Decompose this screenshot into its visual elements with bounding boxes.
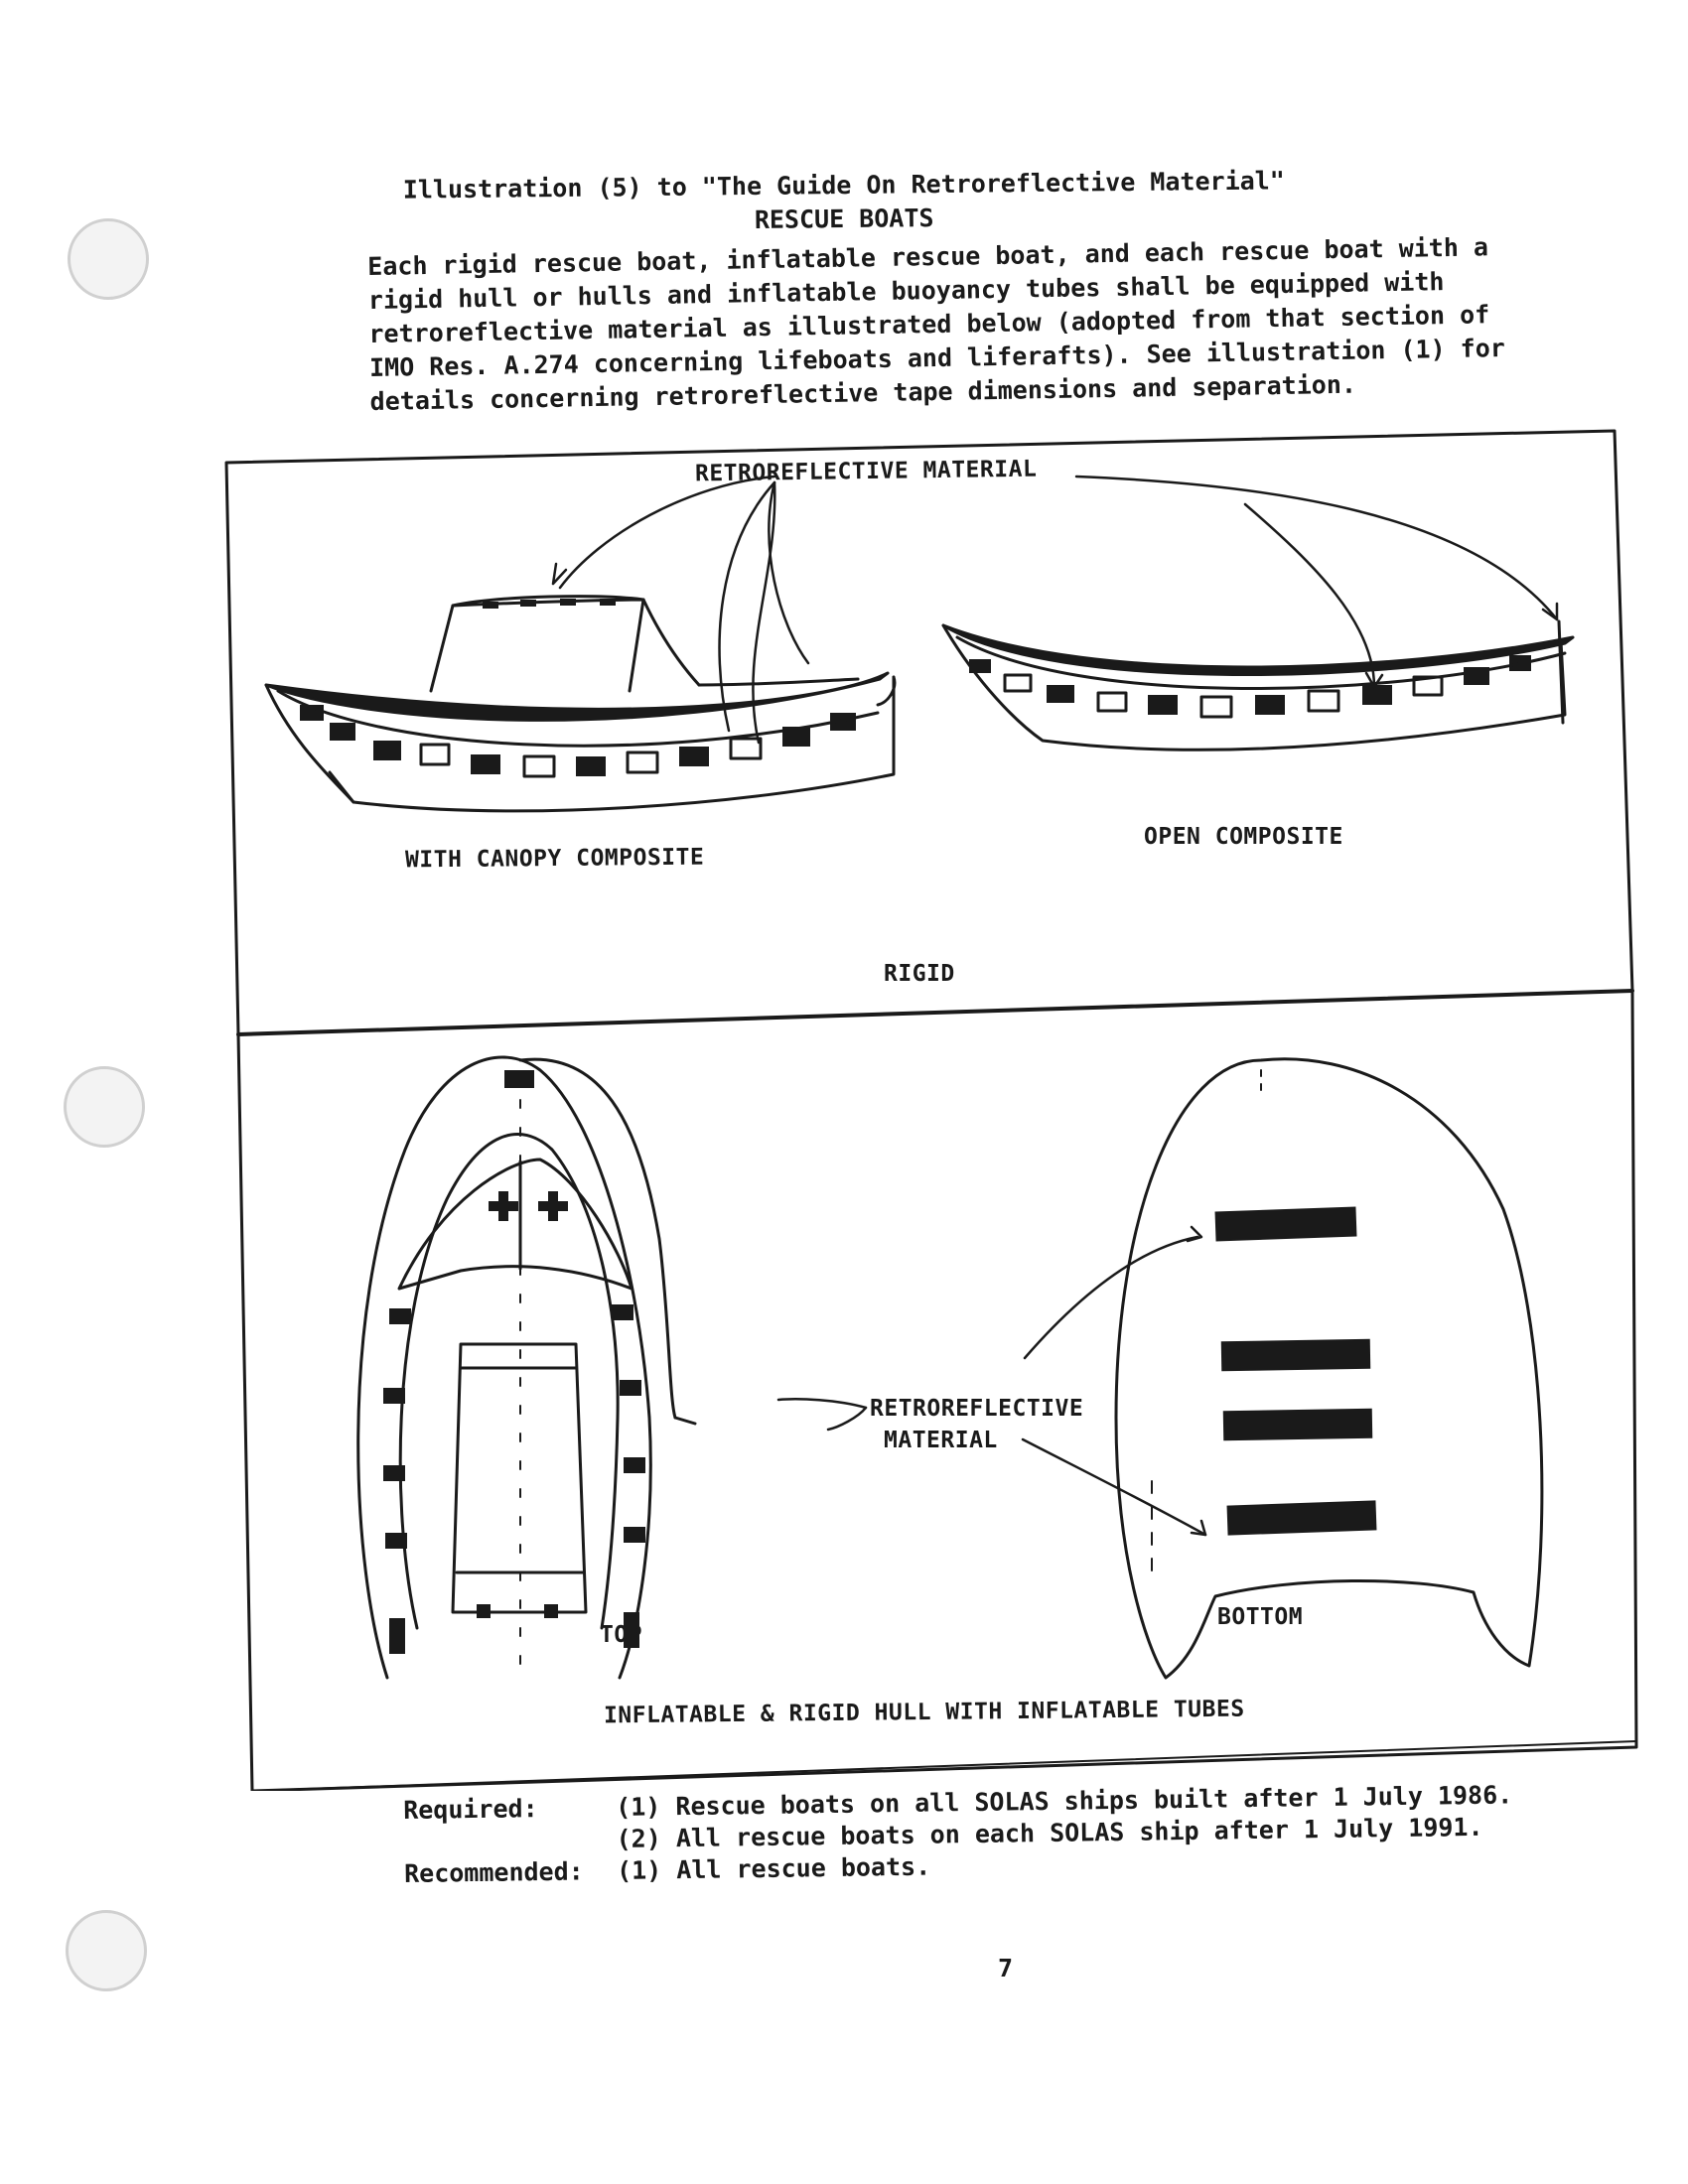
canopy-boat-caption: WITH CANOPY COMPOSITE [404,844,705,874]
recommended-label: Recommended: [403,1856,584,1888]
intro-paragraph: Each rigid rescue boat, inflatable rescue boat, and each rescue boat with a rigid hull or hulls and inflatable buoyancy tubes shall be equipped with retroreflective material as illustrated below (adopted from that section of IMO Res. A.274 concerning lifeboats and liferafts). See illustration (1) for details concerning retroreflective tape dimensions and separation. [367,232,1506,416]
binder-hole-middle [64,1066,145,1148]
open-boat-caption: OPEN COMPOSITE [1144,824,1343,850]
top-view-tape-marks [383,1070,645,1654]
panel-divider [238,991,1632,1034]
bottom-callout-label-line2: MATERIAL [884,1428,998,1453]
inflatable-bottom-drawing [1116,1059,1542,1678]
top-callout-label: RETROREFLECTIVE MATERIAL [694,456,1038,487]
required-label: Required: [403,1794,538,1825]
top-view-caption: TOP [600,1622,643,1648]
inflatable-panel-caption: INFLATABLE & RIGID HULL WITH INFLATABLE TUBES [603,1696,1245,1729]
title-line-1: Illustration (5) to "The Guide On Retroreflective Material" [402,166,1285,205]
bottom-view-caption: BOTTOM [1217,1604,1304,1630]
recommended-item-1: (1) All rescue boats. [616,1851,931,1886]
inflatable-top-drawing [358,1057,695,1678]
bottom-callout-label-line1: RETROREFLECTIVE [870,1396,1084,1422]
binder-hole-bottom [66,1910,147,1991]
rigid-panel-caption: RIGID [884,961,955,987]
requirements-block [403,1778,1596,1890]
open-boat-drawing [943,621,1573,750]
page-number: 7 [998,1954,1014,1982]
required-item-1: (1) Rescue boats on all SOLAS ships built after 1 July 1986. [615,1780,1513,1823]
title-line-2: RESCUE BOATS [754,204,934,234]
required-item-2: (2) All rescue boats on each SOLAS ship after 1 July 1991. [616,1812,1483,1854]
bottom-view-tape-bars [1215,1207,1377,1536]
frame-outline [226,431,1636,1791]
rescue-boat-figure [222,425,1644,1791]
figure-drawing [222,425,1644,1791]
canopy-boat-drawing [266,597,895,811]
bottom-callout-leaders [778,1227,1205,1535]
